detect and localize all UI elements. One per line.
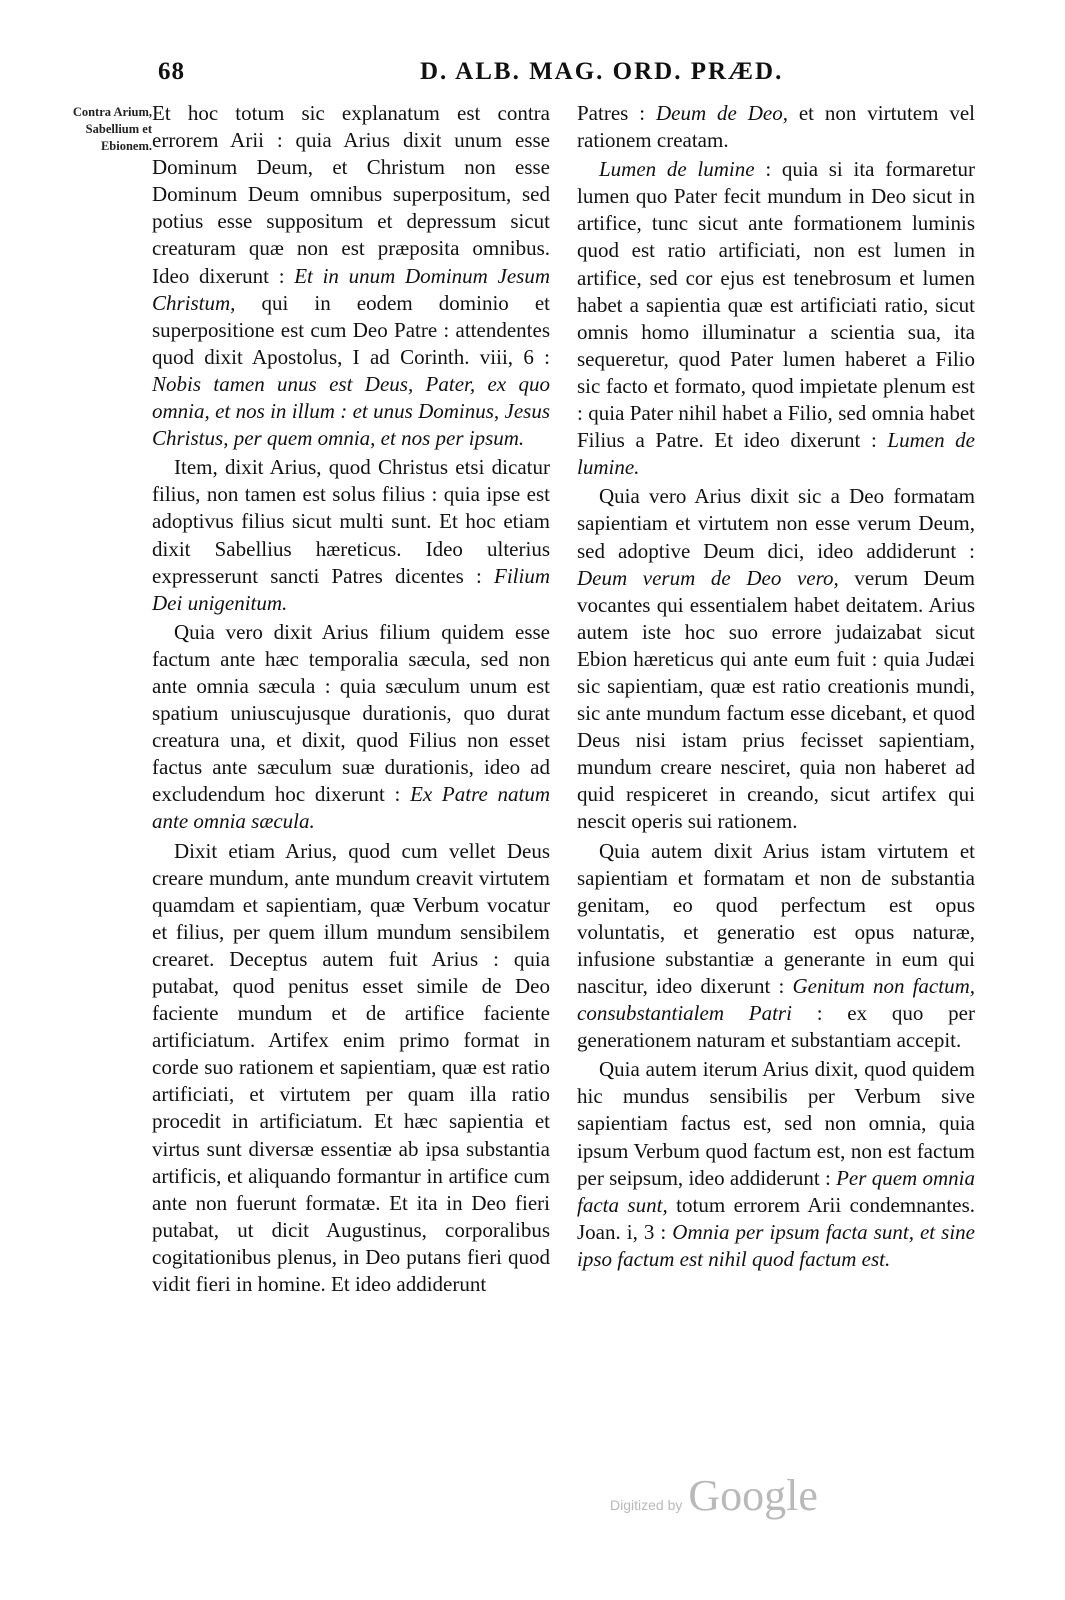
margin-note: Contra Arium, Sabellium et Ebionem. <box>72 105 152 153</box>
italic-citation: Genitum non factum, consubstantialem Patri <box>577 974 975 1026</box>
text-run: Quia vero Arius dixit sic a Deo formatam sapientiam et virtutem non esse verum Deum, sed adoptive Deum dici, ideo addiderunt : <box>577 484 975 563</box>
left-column <box>152 100 550 1300</box>
paragraph <box>577 156 975 481</box>
text-run: qui in eodem dominio et superpositione est cum Deo Patre : attendentes quod dixit Apostolus, I ad Corinth. viii, 6 : <box>152 290 550 369</box>
page-number: 68 <box>158 58 185 85</box>
italic-citation: Nobis tamen unus est Deus, Pater, ex quo omnia, et nos in illum : et unus Dominus, Jesus Christus, per quem omnia, et nos per ipsum. <box>152 371 550 451</box>
right-column <box>577 100 975 1275</box>
paragraph <box>577 483 975 835</box>
text-run: et non virtutem vel rationem creatam. <box>577 101 975 153</box>
text-run: totum errorem Arii condemnantes. Joan. i, 3 : <box>577 1192 975 1244</box>
italic-citation: Lumen de lumine <box>599 157 755 182</box>
paragraph <box>152 100 550 452</box>
italic-citation: Ex Patre natum ante omnia sæcula. <box>152 782 550 834</box>
digitization-watermark <box>610 1470 818 1521</box>
paragraph <box>152 838 550 1299</box>
paragraph <box>152 619 550 836</box>
paragraph <box>577 838 975 1055</box>
text-run: Quia vero dixit Arius filium quidem esse factum ante hæc temporalia sæcula, sed non ante omnia sæcula : quia sæculum unum est spatium uniuscujusque durationis, quo durat creatura una, et dixit, quod Filius non esset factus ante sæculum suæ durationis, ideo ad excludendum hoc dixerunt : <box>152 619 550 807</box>
text-run: Patres : <box>577 101 656 125</box>
text-run: Et hoc totum sic explanatum est contra errorem Arii : quia Arius dixit unum esse Dominum Deum, et Christum non esse Dominum Deum omnibus superpositum, sed potius esse suppositum et depressum sicut creaturam quæ non est præposita omnibus. Ideo dixerunt : <box>152 101 550 288</box>
text-run: Quia autem dixit Arius istam virtutem et sapientiam et formatam et non de substantia genitam, eo quod perfectum est opus voluntatis, et generatio est opus naturæ, infusione substantiæ a generante in eum qui nascitur, ideo dixerunt : <box>577 838 975 998</box>
paragraph <box>577 100 975 154</box>
italic-citation: Deum de Deo, <box>655 101 788 125</box>
running-head: D. ALB. MAG. ORD. PRÆD. <box>420 58 784 85</box>
italic-citation: Lumen de lumine. <box>577 428 975 480</box>
paragraph <box>577 1056 975 1273</box>
text-run: Quia autem iterum Arius dixit, quod quidem hic mundus sensibilis per Verbum sive sapientiam factus est, sed non omnia, quia ipsum Verbum quod factum est, non est factum per seipsum, ideo addiderunt : <box>577 1057 975 1190</box>
italic-citation: Deum verum de Deo vero, <box>577 565 839 590</box>
italic-citation: Omnia per ipsum facta sunt, et sine ipso factum est nihil quod factum est. <box>577 1219 976 1271</box>
text-run: verum Deum vocantes qui essentialem habet deitatem. Arius autem iste hoc suo errore judaizabat sicut Ebion hæreticus qui ante eum fuit : quia Judæi sic sapientiam, quæ est ratio creationis mundi, sic ante mundum factum esse dicebant, et quod Deus nisi istam prius fecisset sapientiam, mundum creare nesciret, quia non haberet ad quid respiceret in creando, sicut artifex qui nescit operis sui rationem. <box>577 565 975 834</box>
italic-citation: Filium Dei unigenitum. <box>152 563 550 615</box>
text-run: : ex quo per generationem naturam et substantiam accepit. <box>577 1001 975 1053</box>
digitized-by-label: Digitized by <box>610 1497 683 1513</box>
italic-citation: Et in unum Dominum Jesum Christum, <box>152 263 550 315</box>
text-run: Item, dixit Arius, quod Christus etsi dicatur filius, non tamen est solus filius : quia ipse est adoptivus filius sicut multi sunt. Et hoc etiam dixit Sabellius hæreticus. Ideo ulterius expresserunt sancti Patres dicentes : <box>152 455 550 588</box>
text-run: : quia si ita formaretur lumen quo Pater fecit mundum in Deo sicut in artifice, tunc sicut ante formationem luminis quod est ratio artificiati, non est lumen in artifice, sed cor ejus est tenebrosum et lumen habet a sapientia quæ est artificiati ratio, sicut omnis homo illuminatur a scientia sua, ita sequeretur, quod Pater lumen haberet a Filio sic facto et formato, quod impietate plenum est : quia Pater nihil habet a Filio, sed omnia habet Filius a Patre. Et ideo dixerunt : <box>577 157 975 453</box>
google-logo: Google <box>688 1471 818 1520</box>
text-run: Dixit etiam Arius, quod cum vellet Deus creare mundum, ante mundum creavit virtutem quamdam et sapientiam, quæ Verbum vocatur et filius, per quem illum mundum sensibilem crearet. Deceptus autem fuit Arius : quia putabat, quod penitus esset simile de Deo faciente mundum et de artifice faciente artificiatum. Artifex enim primo format in corde suo rationem et sapientiam, quæ est ratio artificiati, et virtutem per quam illa ratio procedit in artificiatum. Et hæc sapientia et virtus sunt diversæ essentiæ ab ipsa substantia artificis, et aliquando formantur in artifice cum ante non fuerunt formatæ. Et ita in Deo fieri putabat, ut dicit Augustinus, corporalibus cogitationibus plenus, in Deo putans fieri quod vidit fieri in homine. Et ideo addiderunt <box>152 838 550 1297</box>
italic-citation: Per quem omnia facta sunt, <box>577 1165 975 1217</box>
paragraph <box>152 454 550 617</box>
